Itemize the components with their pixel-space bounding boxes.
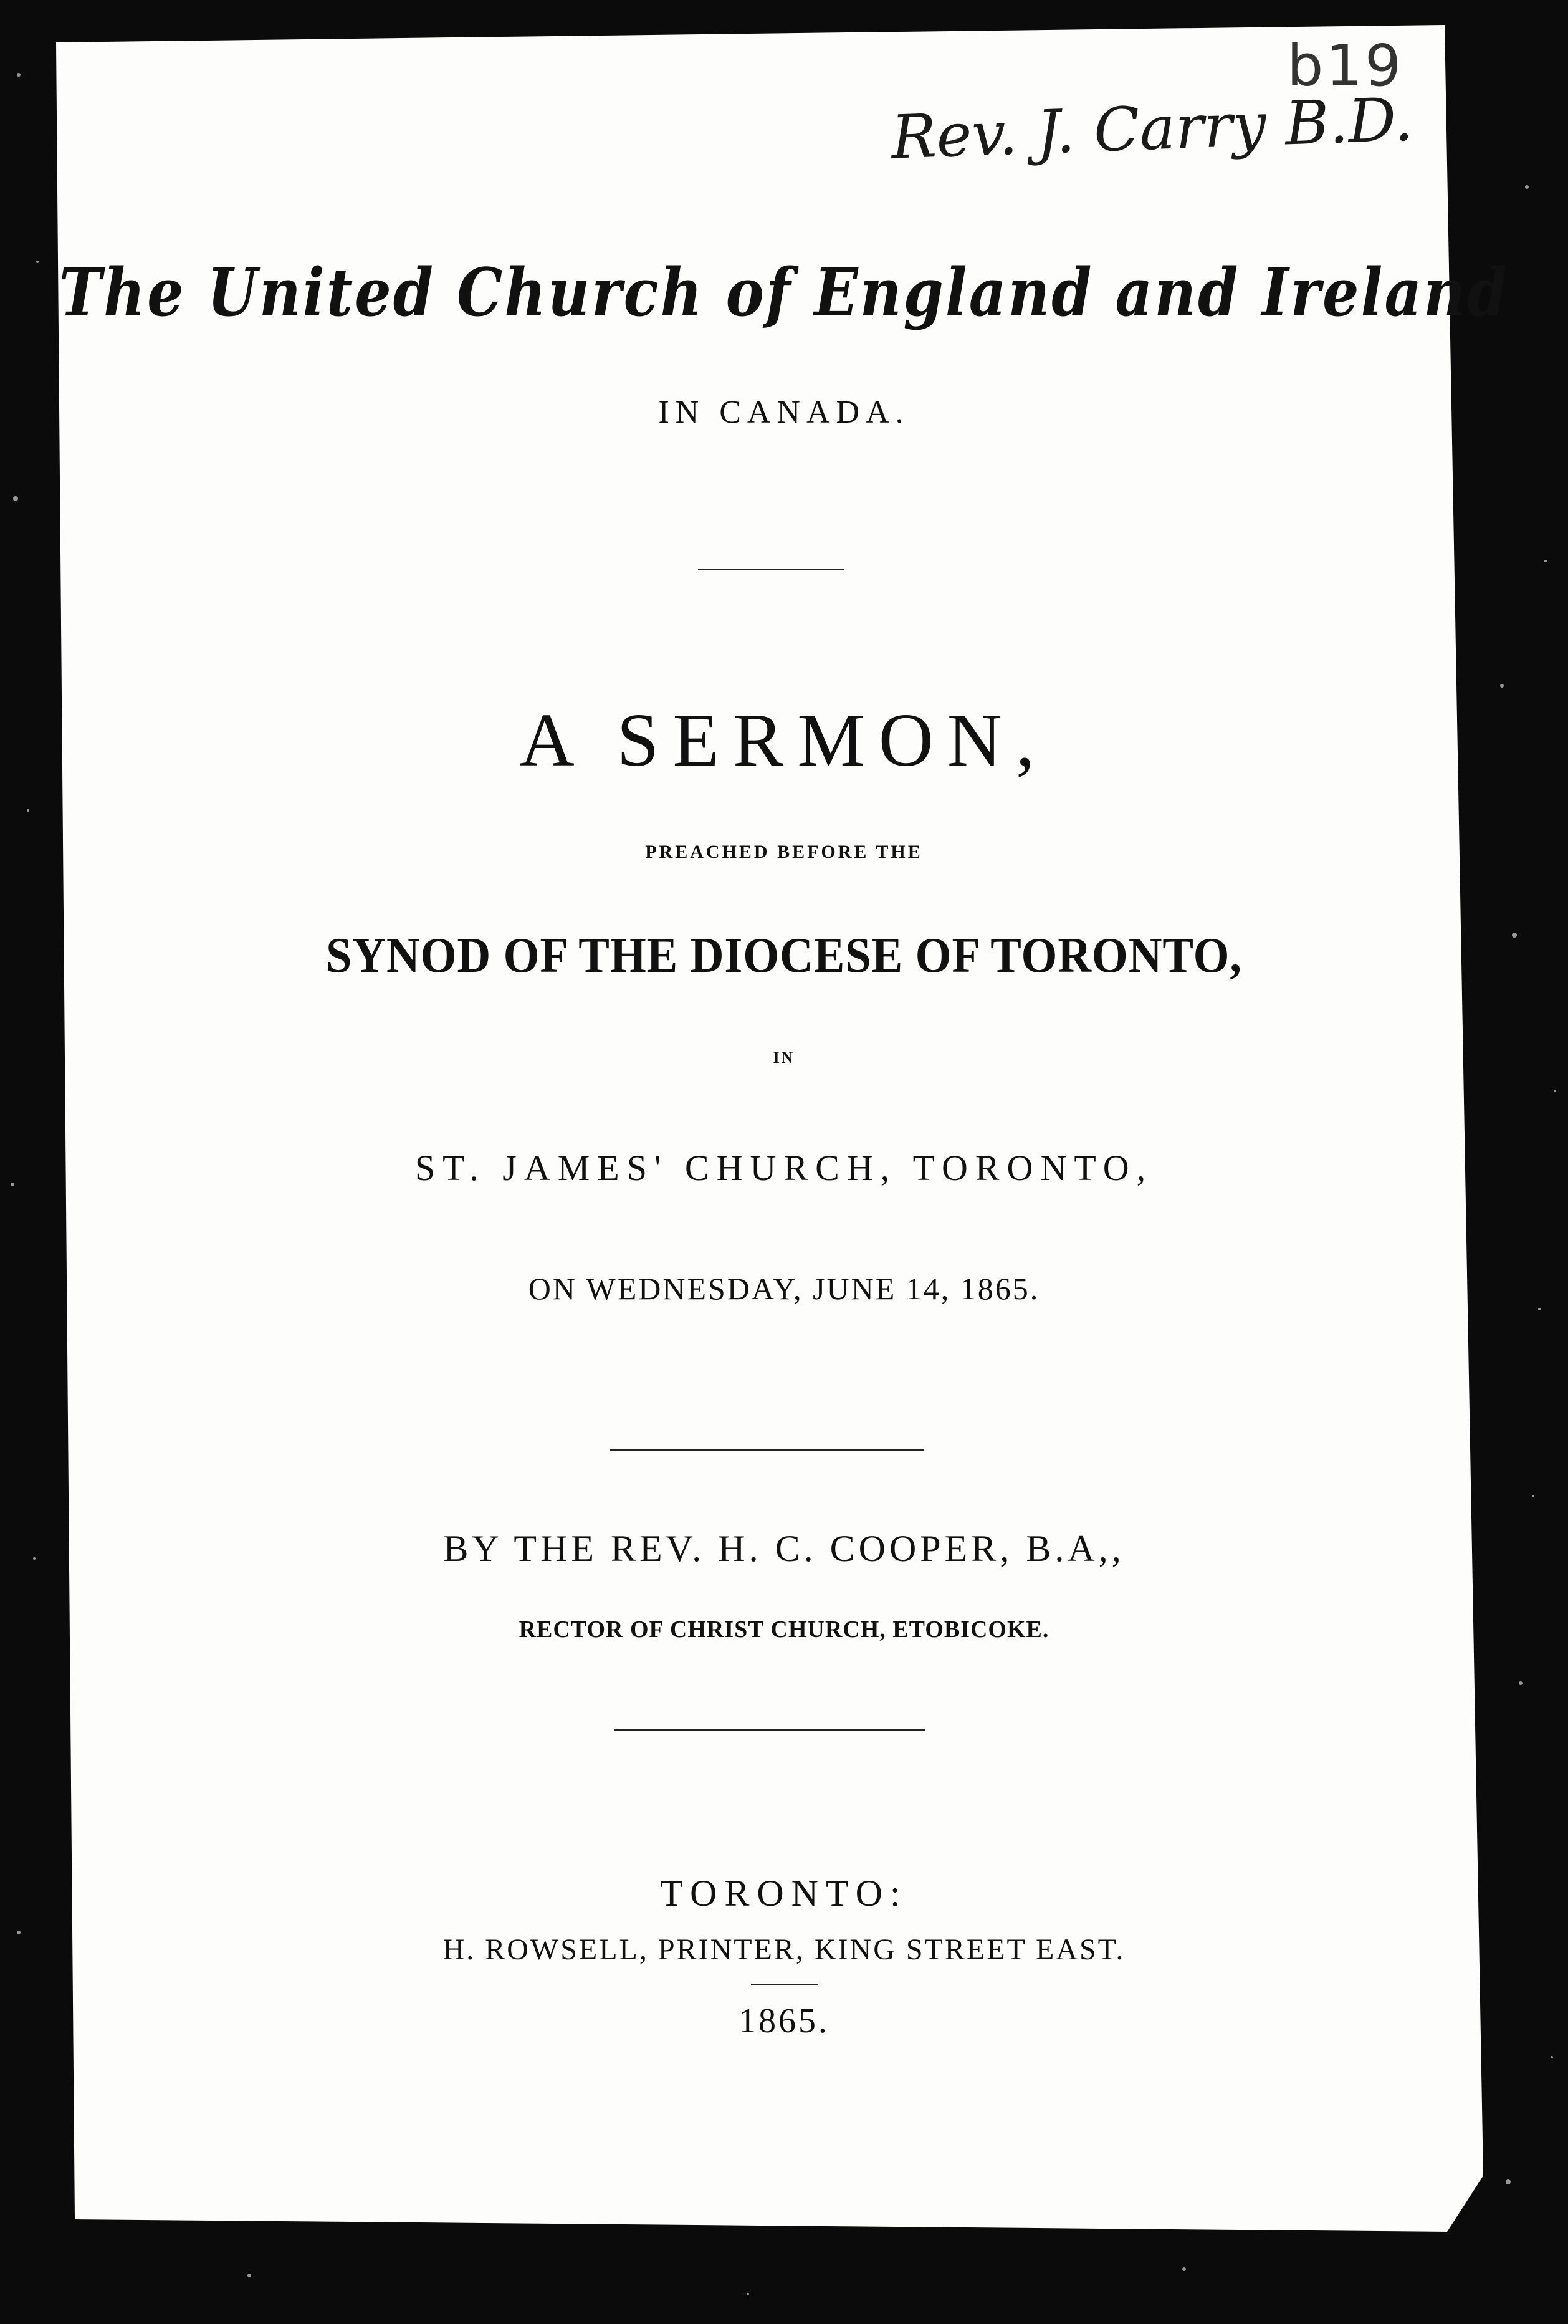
audience-line: SYNOD OF THE DIOCESE OF TORONTO, xyxy=(326,928,1242,983)
church-title: The United Church of England and Ireland xyxy=(59,253,1509,332)
date-line: ON WEDNESDAY, JUNE 14, 1865. xyxy=(528,1271,1040,1306)
location-line: ST. JAMES' CHURCH, TORONTO, xyxy=(414,1148,1154,1188)
divider-rule xyxy=(698,569,844,570)
church-subtitle: IN CANADA. xyxy=(658,395,910,430)
handwritten-inscription: Rev. J. Carry B.D. xyxy=(890,84,1415,173)
imprint-city: TORONTO: xyxy=(660,1873,908,1914)
imprint-year: 1865. xyxy=(739,2002,829,2040)
in-line: IN xyxy=(773,1049,795,1067)
divider-rule xyxy=(614,1729,925,1731)
catalog-mark: b19 xyxy=(1287,32,1404,99)
author-line: BY THE REV. H. C. COOPER, B.A,, xyxy=(443,1528,1125,1569)
author-position: RECTOR OF CHRIST CHURCH, ETOBICOKE. xyxy=(519,1616,1049,1643)
divider-rule xyxy=(751,1984,818,1985)
imprint-printer: H. ROWSELL, PRINTER, KING STREET EAST. xyxy=(442,1933,1126,1966)
document-title: A SERMON, xyxy=(519,698,1049,782)
divider-rule xyxy=(610,1449,924,1451)
preached-before-line: PREACHED BEFORE THE xyxy=(645,842,923,862)
